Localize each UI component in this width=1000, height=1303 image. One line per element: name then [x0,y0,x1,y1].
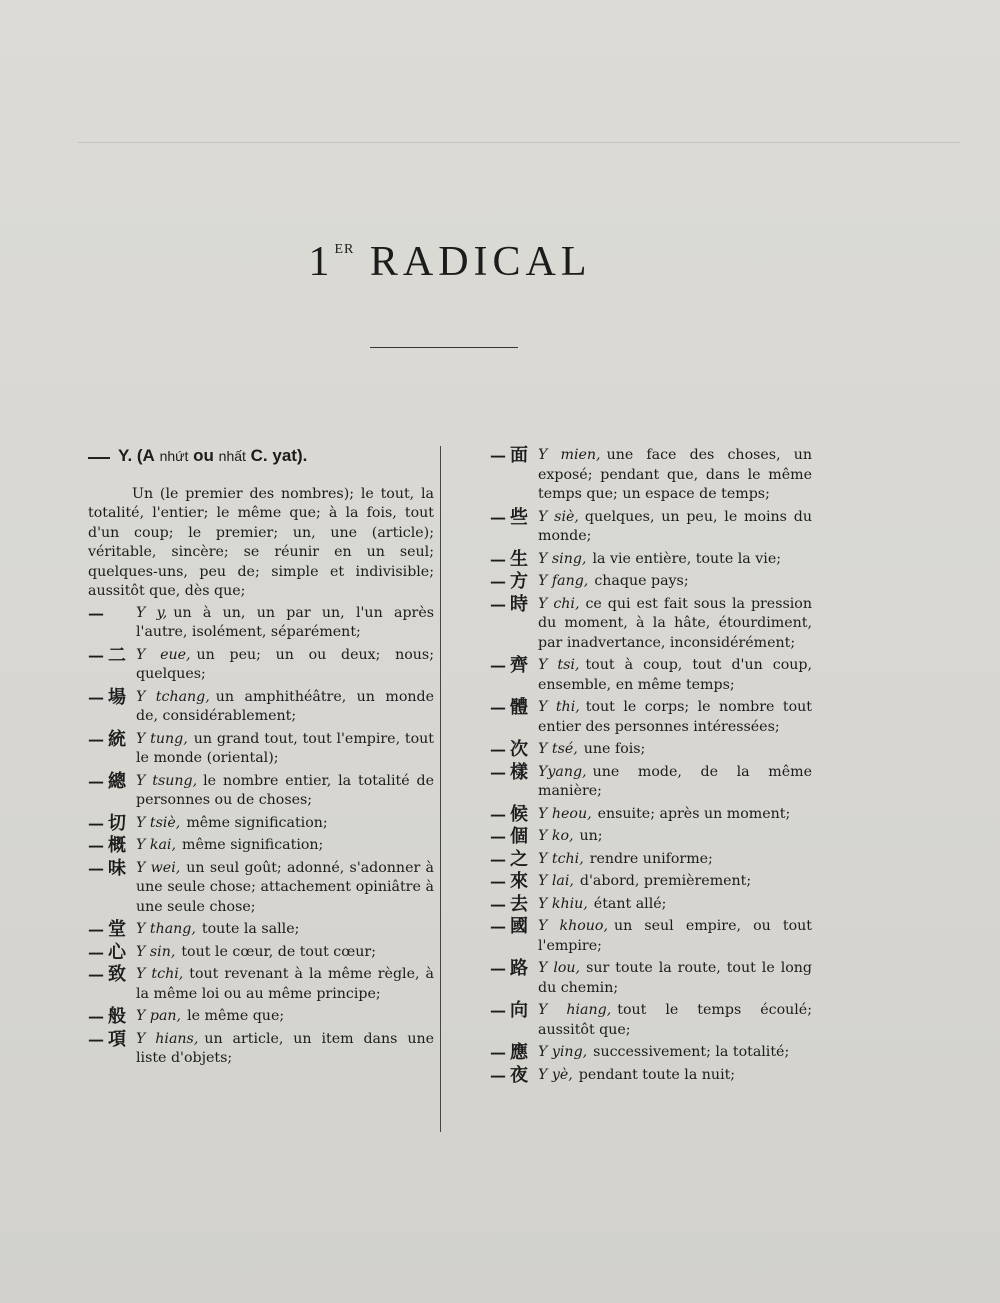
entry-character: 路 [510,958,528,979]
dictionary-entry [490,763,812,802]
entry-character: 樣 [510,761,528,783]
entry-headword [490,572,528,592]
entry-character: 之 [510,848,528,870]
entry-headword [490,740,528,760]
entry-character: 方 [510,571,528,592]
dictionary-entry [88,943,434,963]
entry-headword [88,1007,126,1027]
entry-headword [88,688,126,708]
entry-romanization: Y sing, [538,550,587,567]
dictionary-entry [490,1066,812,1086]
entry-romanization: Y mien, [538,447,601,463]
entry-definition: une fois; [583,741,646,757]
entry-dash: — [490,446,506,465]
entry-romanization: Y thi, [538,699,580,715]
title-superscript: ER [334,242,355,257]
entry-headword [88,836,126,856]
entry-romanization: Y hiang, [538,1002,612,1018]
entry-romanization: Y eue, [136,646,191,663]
heading-nhat: nhất [218,448,246,464]
entry-dash: — [88,1029,104,1049]
entry-romanization: Y tchang, [136,688,210,705]
entry-romanization: Y ko, [538,828,574,844]
entry-romanization: Y ying, [538,1044,588,1060]
entry-character: 總 [108,770,126,792]
heading-nhut: nhứt [159,448,189,464]
entry-romanization: Y thang, [136,921,196,937]
entry-character: 二 [108,644,126,666]
dictionary-entry [490,917,812,956]
dictionary-entry [88,604,434,643]
entry-definition: quelques, un peu, le moins du monde; [538,508,812,544]
entry-definition: un grand tout, tout l'empire, tout le monde (oriental); [136,730,434,766]
entry-dash: — [490,804,506,824]
entry-definition: un peu; un ou deux; nous; quelques; [136,646,434,682]
heading-lead: Y. (A [118,446,155,465]
heading-c: C. yat). [250,446,308,465]
radical-heading [88,446,434,467]
entry-definition: tout le corps; le nombre tout entier des personnes intéressées; [538,699,813,735]
right-entry-list [490,446,812,1085]
entry-character: 體 [510,697,528,718]
entry-dash: — [490,740,506,759]
entry-headword [490,895,528,915]
entry-definition: d'abord, premièrement; [579,873,752,889]
entry-character: 味 [108,857,126,879]
dictionary-entry [490,1043,812,1063]
entry-headword [88,646,126,666]
entry-definition: un seul goût; adonné, s'adonner à une seule chose; attachement opiniâtre à une seule chose; [136,859,434,915]
entry-definition: le même que; [187,1008,285,1024]
entry-character: 國 [510,916,528,937]
heading-ou: ou [193,446,214,465]
entry-headword [88,965,126,985]
entry-headword [490,656,528,676]
dictionary-entry [88,688,434,727]
entry-romanization: Y sin, [136,943,176,960]
entry-definition: ensuite; après un moment; [597,805,791,822]
entry-character: 心 [108,941,126,963]
title-rule [370,347,518,348]
entry-dash: — [490,698,506,717]
entry-definition: le nombre entier, la totalité de personnes ou de choses; [136,772,434,808]
entry-definition: tout le cœur, de tout cœur; [181,943,376,960]
dictionary-entry [88,1007,434,1027]
entry-dash: — [490,507,506,527]
entry-headword [490,827,528,847]
entry-definition: tout le temps écoulé; aussitôt que; [538,1002,812,1038]
entry-headword [88,859,126,879]
entry-character: 應 [510,1042,528,1063]
entry-definition: un à un, un par un, l'un après l'autre, isolément, séparément; [136,604,435,640]
entry-character: 候 [510,803,528,825]
entry-character: 項 [108,1028,126,1050]
right-column [490,446,812,1088]
title-number: 1 [308,239,335,285]
entry-dash: — [490,594,506,614]
entry-character: 面 [510,445,528,466]
entry-headword [490,917,528,937]
entry-character: 夜 [510,1064,528,1086]
entry-headword [490,1066,528,1086]
entry-headword [490,595,528,615]
radical-definition: Un (le premier des nombres); le tout, la totalité, l'entier; le même que; à la fois, tout d'un coup; le premier; un, une (article); véritable, sincère; se réunir en un seul; quelques-uns, peu de; simple et indivisible; aussitôt que, dès que; [88,485,434,599]
dictionary-entry [490,740,812,760]
dictionary-entry [88,859,434,918]
entry-dash: — [490,894,506,914]
entry-definition: ce qui est fait sous la pression du moment, à la hâte, étourdiment, par inadvertance, inconsidérément; [538,595,812,651]
entry-romanization: Y tsi, [538,657,580,673]
entry-definition: successivement; la totalité; [593,1044,790,1060]
entry-romanization: Y lou, [538,960,581,976]
entry-definition: tout à coup, tout d'un coup, ensemble, en même temps; [538,657,812,693]
entry-romanization: Y khouo, [538,918,608,934]
dictionary-entry [490,550,812,570]
dictionary-entry [490,827,812,847]
entry-dash: — [88,965,104,984]
dictionary-entry [490,446,812,505]
entry-dash: — [88,920,104,939]
dictionary-entry [490,595,812,654]
entry-romanization: Y tsung, [136,772,198,789]
entry-dash: — [88,836,104,855]
entry-definition: chaque pays; [594,573,689,589]
left-entry-list [88,604,434,1069]
entry-character: 來 [510,871,528,892]
entry-character: 堂 [108,919,126,940]
entry-character: 向 [510,1000,528,1021]
entry-headword [88,920,126,940]
entry-romanization: Y lai, [538,873,574,889]
entry-definition: même signification; [181,837,324,853]
dictionary-entry [88,836,434,856]
entry-definition: un amphithéâtre, un monde de, considérablement; [136,688,434,724]
left-column [88,446,434,1072]
entry-dash: — [490,1043,506,1062]
dictionary-entry [490,698,812,737]
entry-romanization: Y wei, [136,859,181,876]
entry-definition: tout revenant à la même règle, à la même loi ou au même principe; [136,966,434,1002]
dictionary-entry [88,772,434,811]
entry-headword [88,943,126,963]
entry-romanization: Y tchi, [136,966,184,982]
dictionary-entry [490,895,812,915]
entry-dash: — [490,762,506,782]
dictionary-entry [88,920,434,940]
entry-romanization: Y y, [136,604,168,621]
dictionary-entry [490,1001,812,1040]
entry-definition: une face des choses, un exposé; pendant que, dans le même temps que; un espace de temps; [538,447,812,502]
entry-headword [490,959,528,979]
entry-character: 時 [510,593,528,615]
entry-dash: — [88,771,104,791]
entry-romanization: Y tsiè, [136,814,181,831]
entry-romanization: Y heou, [538,805,592,822]
entry-dash: — [490,849,506,869]
entry-headword [490,550,528,570]
dictionary-entry [88,1030,434,1069]
dictionary-entry [490,850,812,870]
entry-dash: — [490,1001,506,1020]
dictionary-entry [88,965,434,1004]
dictionary-entry [490,572,812,592]
entry-romanization: Y kai, [136,837,176,853]
dictionary-entry [88,646,434,685]
entry-definition: la vie entière, toute la vie; [592,550,781,567]
entry-definition: même signification; [186,814,328,831]
entry-definition: un; [579,828,603,844]
entry-character: 場 [108,686,126,708]
entry-definition: toute la salle; [201,921,300,937]
entry-headword [88,1030,126,1050]
entry-dash: — [490,572,506,591]
entry-headword [490,1043,528,1063]
entry-character: 去 [510,893,528,915]
page-fold-line [78,142,960,143]
entry-dash: — [88,645,104,665]
entry-dash: — [88,942,104,962]
entry-romanization: Y yè, [538,1066,573,1083]
entry-headword [88,814,126,834]
entry-headword [88,772,126,792]
entry-headword [490,872,528,892]
entry-dash: — [490,917,506,936]
dictionary-entry [88,814,434,834]
entry-romanization: Y tchi, [538,850,584,867]
heading-dash [88,457,110,459]
entry-dash: — [88,729,104,749]
entry-character: 生 [510,548,528,570]
entry-romanization: Y fang, [538,573,589,589]
entry-character: 些 [510,506,528,528]
entry-dash: — [490,549,506,569]
entry-headword [88,730,126,750]
entry-romanization: Y tsé, [538,741,578,757]
entry-headword [490,698,528,718]
column-divider [440,446,441,1132]
entry-character: 致 [108,964,126,985]
entry-romanization: Y hians, [136,1030,199,1047]
entry-character: 概 [108,835,126,856]
entry-headword [490,446,528,466]
dictionary-entry [490,508,812,547]
entry-definition: pendant toute la nuit; [578,1066,736,1083]
entry-dash: — [88,813,104,833]
entry-dash: — [88,858,104,878]
entry-romanization: Y chi, [538,595,580,612]
page-title [0,238,900,286]
entry-dash: — [490,959,506,978]
entry-dash: — [88,1007,104,1026]
entry-dash: — [88,603,104,623]
entry-definition: étant allé; [593,895,667,912]
entry-character: 個 [510,826,528,847]
entry-character: 齊 [510,655,528,676]
entry-definition: rendre uniforme; [589,850,713,867]
entry-definition: un seul empire, ou tout l'empire; [538,918,812,954]
entry-dash: — [490,872,506,891]
entry-headword [88,604,104,624]
entry-romanization: Y tung, [136,730,188,747]
entry-definition: une mode, de la même manière; [538,763,812,799]
entry-headword [490,805,528,825]
entry-dash: — [490,656,506,675]
entry-romanization: Yyang, [538,763,587,780]
entry-headword [490,763,528,783]
entry-definition: sur toute la route, tout le long du chemin; [538,960,812,996]
entry-character: 般 [108,1006,126,1027]
dictionary-entry [88,730,434,769]
entry-definition: un article, un item dans une liste d'objets; [136,1030,435,1066]
dictionary-entry [490,805,812,825]
entry-headword [490,850,528,870]
dictionary-entry [490,872,812,892]
entry-dash: — [490,1065,506,1085]
dictionary-entry [490,656,812,695]
entry-dash: — [490,827,506,846]
entry-character: 次 [510,739,528,760]
entry-romanization: Y khiu, [538,895,588,912]
entry-romanization: Y siè, [538,508,579,525]
entry-dash: — [88,687,104,707]
entry-headword [490,1001,528,1021]
dictionary-entry [490,959,812,998]
entry-character: 統 [108,728,126,750]
entry-character: 切 [108,812,126,834]
title-word: RADICAL [369,239,592,285]
entry-headword [490,508,528,528]
entry-romanization: Y pan, [136,1008,182,1024]
